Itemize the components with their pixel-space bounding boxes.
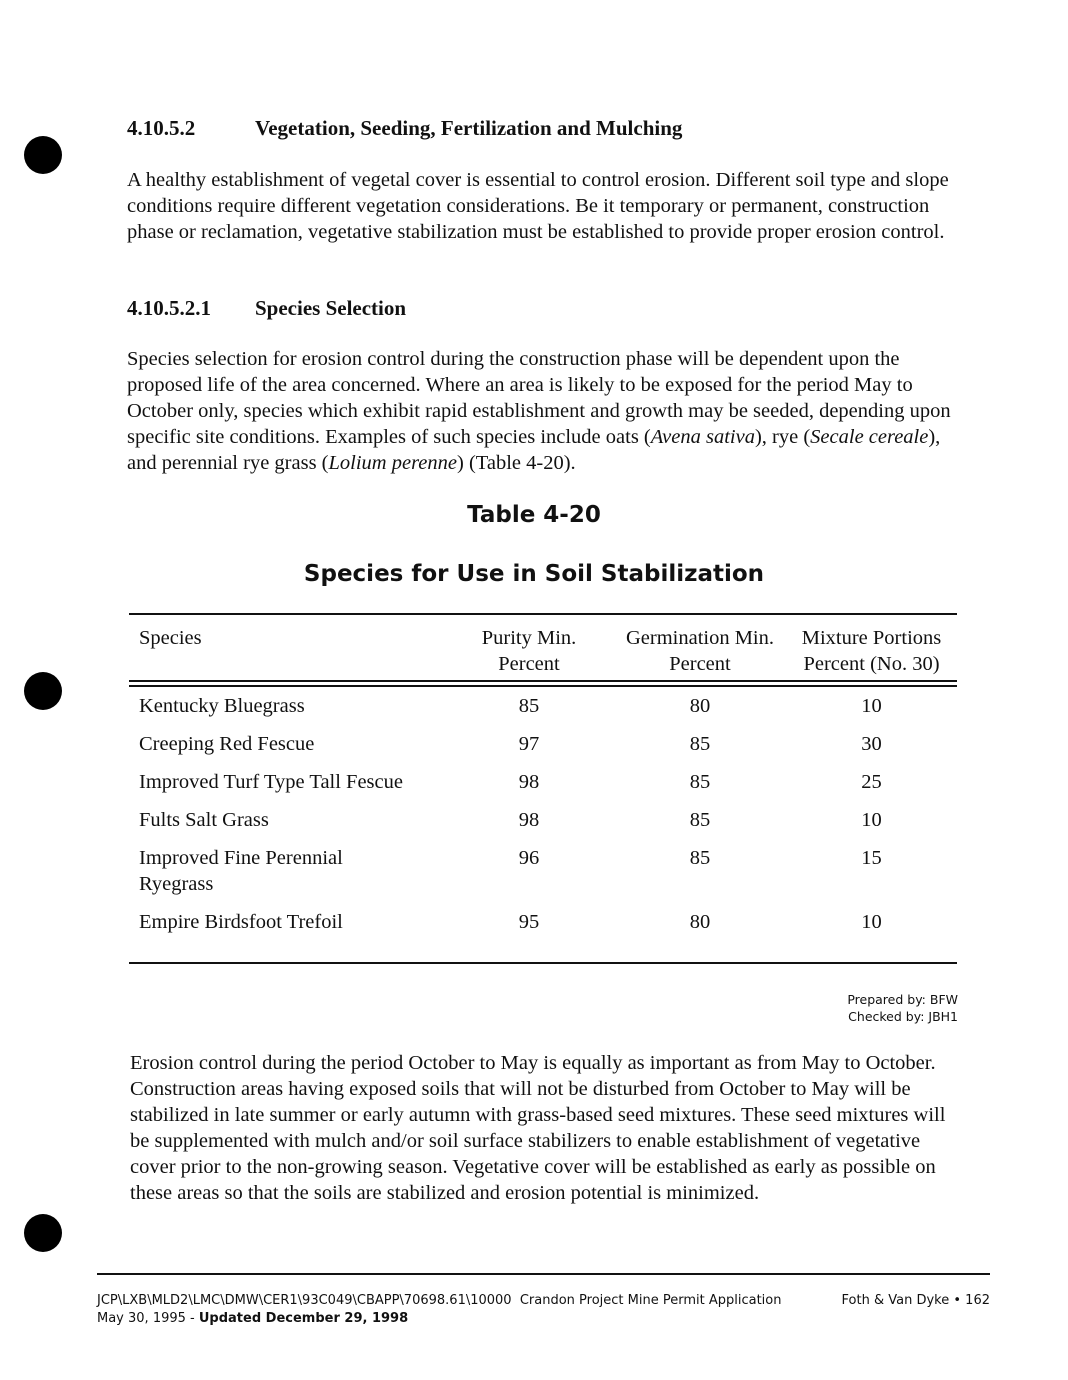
footer-project: Crandon Project Mine Permit Application [519,1293,782,1308]
cell-germination: 85 [689,733,711,755]
cell-germination: 80 [689,695,711,717]
cell-purity: 97 [518,733,540,755]
cell-species: Improved Fine Perennial Ryegrass [139,847,343,895]
cell-purity: 98 [518,771,540,793]
header-species: Species [139,627,202,649]
latin-name-oats: Avena sativa [650,426,755,448]
header-germination-line2: Percent [669,653,731,675]
latin-name-rye: Secale cereale [810,426,929,448]
cell-purity: 98 [518,809,540,831]
table-row [129,801,957,839]
erosion-control-paragraph: Erosion control during the period October to May is equally as important as from May to October. Construction areas having exposed soils that will not be disturbed from October to May will be stabilized in late summer or early autumn with grass-based seed mixtures. These seed mixtures will be supplemented with mulch and/or soil surface stabilizers to enable establishment of vegetative cover prior to the non-growing season. Vegetative cover will be established as early as possible on these areas so that the soils are stabilized and erosion potential is minimized. [130,1052,946,1204]
section-heading-species-selection [127,296,406,321]
footer-left [97,1292,797,1328]
cell-species: Kentucky Bluegrass [139,695,305,717]
species-table [129,613,957,941]
checked-by: Checked by: JBH1 [848,1009,958,1024]
footer-company-page: Foth & Van Dyke • 162 [841,1293,990,1308]
subsection-title: Species Selection [255,296,407,320]
cell-germination: 85 [689,809,711,831]
subsection-number: 4.10.5.2.1 [127,296,211,320]
footer-line1 [97,1292,797,1310]
footer-line2 [97,1310,797,1328]
footer-date: May 30, 1995 - [97,1311,199,1326]
punch-hole-bottom [24,1214,62,1252]
cell-species: Empire Birdsfoot Trefoil [139,911,343,933]
header-mixture-line1: Mixture Portions [801,627,942,649]
table-row [129,763,957,801]
header-mixture [786,613,957,685]
footer-updated: Updated December 29, 1998 [198,1311,409,1326]
cell-mixture: 10 [861,809,882,831]
footer-path: JCP\LXB\MLD2\LMC\DMW\CER1\93C049\CBAPP\70698.61\10000 [97,1293,512,1308]
cell-purity: 95 [518,911,540,933]
cell-mixture: 10 [861,911,882,933]
prepared-by: Prepared by: BFW [847,992,958,1007]
cell-purity: 85 [518,695,540,717]
cell-purity: 96 [518,847,540,869]
species-selection-paragraph [127,346,957,476]
cell-germination: 85 [689,771,711,793]
paragraph-text-3: ), and perennial rye grass ( [127,426,941,474]
punch-hole-top [24,136,62,174]
section-heading-vegetation [127,116,682,141]
punch-hole-middle [24,672,62,710]
section-title: Vegetation, Seeding, Fertilization and Mulching [255,116,683,140]
header-germination-line1: Germination Min. [625,627,775,649]
cell-mixture: 10 [861,695,882,717]
header-mixture-line2: Percent (No. 30) [803,653,940,675]
cell-germination: 85 [689,847,711,869]
cell-species: Fults Salt Grass [139,809,269,831]
table-row [129,685,957,725]
table-bottom-rule [129,962,957,964]
paragraph-text-2: ), rye ( [754,426,811,448]
cell-germination: 80 [689,911,711,933]
header-purity-line1: Purity Min. [481,627,577,649]
footer-rule [97,1273,990,1275]
paragraph-text-4: ) (Table 4-20). [457,452,576,474]
paragraph-text-1: Species selection for erosion control during the construction phase will be dependent upon the proposed life of the area concerned. Where an area is likely to be exposed for the period May to October only, species which exhibit rapid establishment and growth may be seeded, depending upon specific site conditions. Examples of such species include oats ( [127,348,951,448]
cell-mixture: 30 [861,733,882,755]
latin-name-ryegrass: Lolium perenne [328,452,457,474]
cell-mixture: 25 [861,771,882,793]
table-row [129,725,957,763]
cell-species: Creeping Red Fescue [139,733,315,755]
table-title: Species for Use in Soil Stabilization [303,561,765,587]
header-purity-line2: Percent [498,653,560,675]
table-number: Table 4-20 [467,502,601,528]
table-header-row [129,613,957,685]
header-germination [614,613,786,685]
table-row [129,903,957,941]
section-number: 4.10.5.2 [127,116,196,140]
vegetation-paragraph: A healthy establishment of vegetal cover is essential to control erosion. Different soil type and slope conditions require different vegetation considerations. Be it temporary or permanent, construction phase or reclamation, vegetative stabilization must be established to provide proper erosion control. [127,169,949,243]
header-purity [444,613,614,685]
table-row [129,839,957,903]
cell-species: Improved Turf Type Tall Fescue [139,771,403,793]
prepared-checked-block [700,991,958,1025]
cell-mixture: 15 [861,847,882,869]
